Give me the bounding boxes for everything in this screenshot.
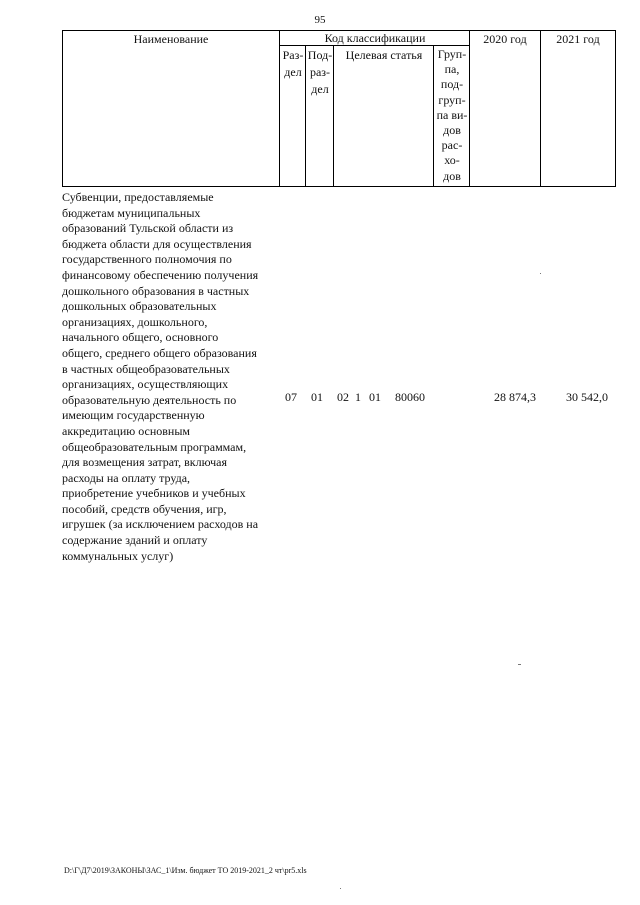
header-year-2021: 2021 год xyxy=(556,32,600,46)
row-name-line: коммунальных услуг) xyxy=(62,548,174,563)
row-name-line: образовательную деятельность по xyxy=(62,392,237,407)
scan-speck xyxy=(518,664,521,665)
header-code-group: Код классификации xyxy=(324,31,426,45)
row-name-line: Субвенции, предоставляемые xyxy=(62,190,214,204)
table-header xyxy=(62,30,616,187)
row-name-line: организациях, дошкольного, xyxy=(62,314,208,329)
header-name: Наименование xyxy=(133,32,209,46)
cell-section: 07 xyxy=(285,390,297,404)
row-name-line: финансовому обеспечению получения xyxy=(62,267,259,282)
row-name-line: игрушек (за исключением расходов на xyxy=(62,517,259,532)
row-name-line: имеющим государственную xyxy=(62,408,205,423)
row-name xyxy=(62,190,280,564)
page-number: 95 xyxy=(314,14,326,26)
header-target-article: Целевая статья xyxy=(345,48,423,62)
row-name-line: дошкольных образовательных xyxy=(62,299,217,314)
row-name-line: начального общего, основного xyxy=(62,330,219,345)
header-year-2020: 2020 год xyxy=(483,32,527,46)
cell-target-direction: 80060 xyxy=(395,390,425,404)
row-name-line: в частных общеобразовательных xyxy=(62,361,230,376)
row-name-line: содержание зданий и оплату xyxy=(62,533,208,548)
row-name-line: приобретение учебников и учебных xyxy=(62,486,246,501)
cell-subsection: 01 xyxy=(311,390,323,404)
scan-speck xyxy=(340,888,341,889)
scan-speck xyxy=(540,273,541,274)
row-name-line: организациях, осуществляющих xyxy=(62,377,229,392)
row-name-line: общеобразовательным программам, xyxy=(62,439,247,454)
row-name-line: бюджета области для осуществления xyxy=(62,236,252,251)
row-name-line: общего, среднего общего образования xyxy=(62,345,257,360)
row-name-line: аккредитацию основным xyxy=(62,423,190,438)
cell-amount-2021: 30 542,0 xyxy=(566,390,608,404)
row-name-line: дошкольного образования в частных xyxy=(62,283,250,298)
row-name-line: пособий, средств обучения, игр, xyxy=(62,501,227,516)
footer-file-path: D:\Г\Д7\2019\ЗАКОНЫ\ЗАС_1\Изм. бюджет ТО 2019-2021_2 чт\pr5.xls xyxy=(64,866,307,875)
divider-year xyxy=(540,31,541,186)
header-section: Раз- дел xyxy=(282,48,304,79)
row-name-line: бюджетам муниципальных xyxy=(62,205,201,220)
row-name-line: образований Тульской области из xyxy=(62,221,234,236)
header-expense-group: Груп- па, под- груп- па ви- дов рас- хо- дов xyxy=(436,47,468,183)
cell-target-program: 02 xyxy=(337,390,349,404)
row-name-line: для возмещения затрат, включая xyxy=(62,455,227,470)
header-subsection: Под- раз- дел xyxy=(307,48,333,96)
cell-target-event: 01 xyxy=(369,390,381,404)
row-name-line: государственного полномочия по xyxy=(62,252,232,267)
cell-target-subprogram: 1 xyxy=(355,390,361,404)
cell-amount-2020: 28 874,3 xyxy=(494,390,536,404)
row-name-line: расходы на оплату труда, xyxy=(62,470,191,485)
